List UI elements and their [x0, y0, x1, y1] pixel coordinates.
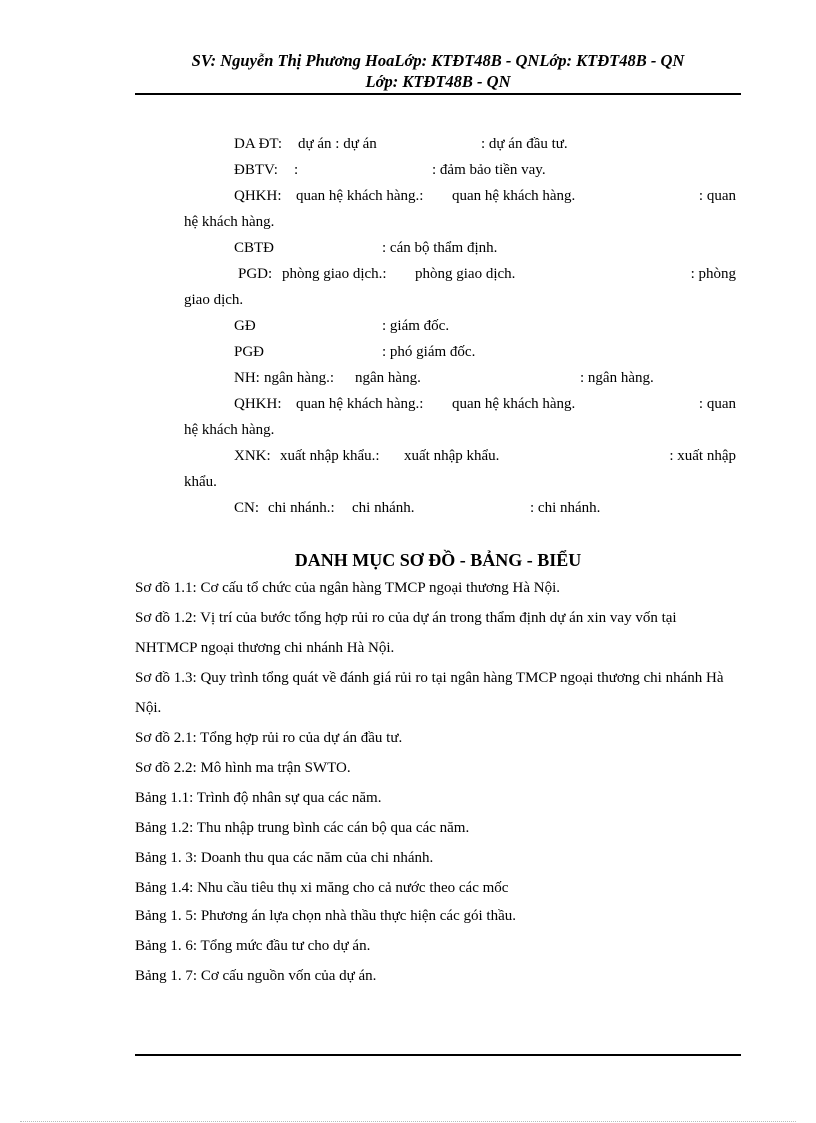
abbr-desc: ngân hàng. — [355, 370, 421, 386]
abbr-desc-continued: khẩu. — [184, 474, 217, 490]
abbr-desc: quan hệ khách hàng. — [452, 188, 576, 204]
abbr-desc: phòng giao dịch.: — [282, 266, 387, 282]
abbreviation-row — [184, 183, 736, 235]
abbr-desc: : dự án đầu tư. — [481, 136, 568, 152]
list-item: Bảng 1. 5: Phương án lựa chọn nhà thầu thực hiện các gói thầu. — [135, 908, 516, 924]
abbr-code: QHKH: — [234, 188, 282, 204]
list-item: Bảng 1. 3: Doanh thu qua các năm của chi nhánh. — [135, 850, 434, 866]
abbr-desc: : quan — [698, 188, 736, 204]
abbr-desc: : xuất nhập — [669, 448, 736, 464]
abbreviation-row — [184, 313, 736, 339]
list-of-figures — [135, 573, 741, 991]
abbr-desc-continued: giao dịch. — [184, 292, 244, 308]
abbr-desc: quan hệ khách hàng.: — [296, 188, 424, 204]
abbr-code: CN: — [234, 500, 260, 516]
abbr-desc: dự án : dự án — [298, 136, 377, 152]
list-item: Bảng 1. 7: Cơ cấu nguồn vốn của dự án. — [135, 968, 377, 984]
header-rule — [135, 93, 741, 95]
abbr-desc: chi nhánh. — [352, 500, 415, 516]
abbr-desc: quan hệ khách hàng. — [452, 396, 576, 412]
abbr-code: PGĐ — [234, 344, 265, 360]
abbr-desc: : chi nhánh. — [530, 500, 601, 516]
abbr-desc: : — [294, 162, 299, 178]
abbreviation-row — [184, 391, 736, 443]
abbr-desc: xuất nhập khẩu. — [404, 448, 500, 464]
abbr-desc: : quan — [698, 396, 736, 412]
abbr-code: PGD: — [238, 266, 273, 282]
abbreviation-row — [184, 495, 736, 521]
page-header — [135, 50, 741, 92]
abbreviation-row — [184, 131, 736, 157]
header-line-2: Lớp: KTĐT48B - QN — [365, 72, 511, 91]
list-item: Sơ đồ 2.1: Tổng hợp rủi ro của dự án đầu tư. — [135, 730, 403, 746]
abbreviation-row — [184, 157, 736, 183]
abbr-desc: quan hệ khách hàng.: — [296, 396, 424, 412]
abbr-desc: ngân hàng.: — [264, 370, 334, 386]
abbreviation-row — [184, 235, 736, 261]
abbr-desc: : ngân hàng. — [580, 370, 654, 386]
abbr-code: CBTĐ — [234, 240, 275, 256]
list-item: Bảng 1.4: Nhu cầu tiêu thụ xi măng cho cả nước theo các mốc — [135, 880, 509, 896]
abbreviation-row — [184, 339, 736, 365]
abbr-code: XNK: — [234, 448, 271, 464]
list-item: Bảng 1.2: Thu nhập trung bình các cán bộ qua các năm. — [135, 820, 470, 836]
abbr-desc: : cán bộ thẩm định. — [382, 240, 498, 256]
abbr-desc-continued: hệ khách hàng. — [184, 214, 275, 230]
abbr-desc-continued: hệ khách hàng. — [184, 422, 275, 438]
abbreviation-row — [184, 365, 736, 391]
abbr-desc: : phòng — [690, 266, 736, 282]
abbr-code: GĐ — [234, 318, 256, 334]
list-item: Sơ đồ 1.3: Quy trình tổng quát về đánh giá rủi ro tại ngân hàng TMCP ngoại thương chi nhánh Hà Nội. — [135, 670, 724, 716]
abbreviation-list — [184, 131, 736, 521]
list-item: Bảng 1. 6: Tổng mức đầu tư cho dự án. — [135, 938, 371, 954]
list-item: Sơ đồ 1.2: Vị trí của bước tổng hợp rủi ro của dự án trong thẩm định dự án xin vay vốn tại NHTMCP ngoại thương chi nhánh Hà Nội. — [135, 610, 677, 656]
abbr-desc: : phó giám đốc. — [382, 344, 476, 360]
abbreviation-row — [184, 443, 736, 495]
list-of-figures-title: DANH MỤC SƠ ĐỒ - BẢNG - BIỂU — [294, 550, 582, 570]
abbr-desc: xuất nhập khẩu.: — [280, 448, 380, 464]
abbr-code: QHKH: — [234, 396, 282, 412]
header-line-1: SV: Nguyễn Thị Phương HoaLớp: KTĐT48B - QNLớp: KTĐT48B - QN — [191, 51, 685, 70]
abbr-desc: : đảm bảo tiền vay. — [432, 162, 546, 178]
list-item: Sơ đồ 1.1: Cơ cấu tổ chức của ngân hàng TMCP ngoại thương Hà Nội. — [135, 580, 561, 596]
page-edge — [20, 1121, 796, 1122]
abbr-code: DA ĐT: — [234, 136, 283, 152]
list-item: Sơ đồ 2.2: Mô hình ma trận SWTO. — [135, 760, 351, 776]
abbr-desc: chi nhánh.: — [268, 500, 335, 516]
abbr-code: NH: — [234, 370, 260, 386]
list-item: Bảng 1.1: Trình độ nhân sự qua các năm. — [135, 790, 382, 806]
abbr-code: ĐBTV: — [234, 162, 278, 178]
abbr-desc: : giám đốc. — [382, 318, 450, 334]
abbreviation-row — [184, 261, 736, 313]
abbr-desc: phòng giao dịch. — [415, 266, 516, 282]
footer-rule — [135, 1054, 741, 1056]
